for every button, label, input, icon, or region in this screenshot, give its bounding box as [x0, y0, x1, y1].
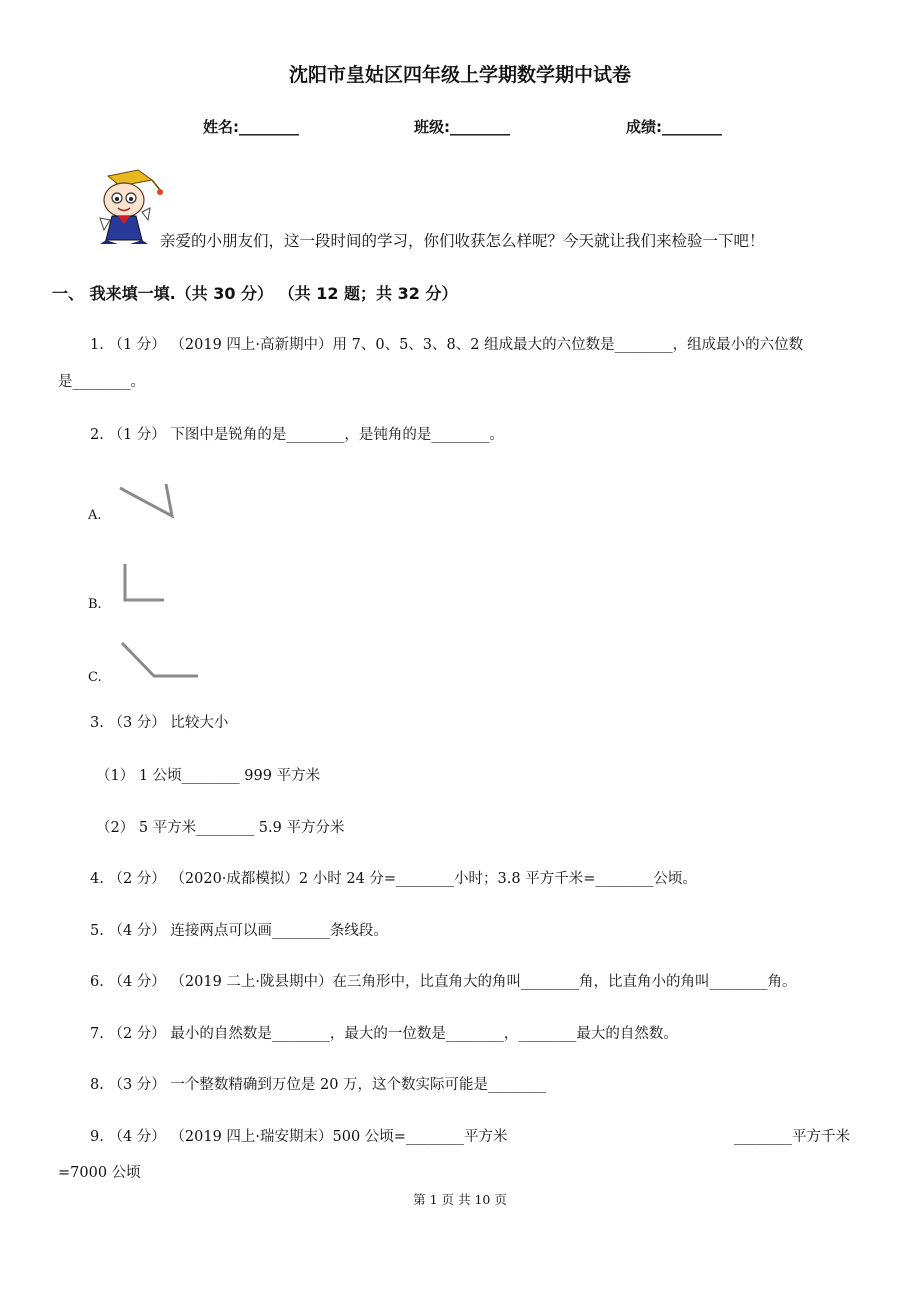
- question-6: 6. （4 分） （2019 二上·陇县期中）在三角形中，比直角大的角叫________角，比直角小的角叫________角。: [90, 974, 797, 990]
- acute-angle-figure: [116, 480, 178, 520]
- question-3-sub-2: （2） 5 平方米________ 5.9 平方分米: [96, 820, 345, 836]
- page-footer: 第 1 页 共 10 页: [413, 1192, 507, 1207]
- question-3: 3. （3 分） 比较大小: [90, 715, 229, 731]
- greeting-text: 亲爱的小朋友们，这一段时间的学习，你们收获怎么样呢？今天就让我们来检验一下吧！: [160, 232, 765, 250]
- question-2: 2. （1 分） 下图中是锐角的是________，是钝角的是________。: [90, 427, 504, 443]
- question-9-part-1: 9. （4 分） （2019 四上·瑞安期末）500 公顷=________平方米: [90, 1129, 508, 1145]
- option-a-label: A.: [88, 508, 102, 523]
- right-angle-figure: [118, 560, 168, 606]
- question-5: 5. （4 分） 连接两点可以画________条线段。: [90, 923, 388, 939]
- question-1-line-1: 1. （1 分） （2019 四上·高新期中）用 7、0、5、3、8、2 组成最大的六位数是________，组成最小的六位数: [90, 337, 804, 353]
- question-9-line-2: =7000 公顷: [58, 1165, 141, 1181]
- option-c-label: C.: [88, 670, 102, 685]
- question-7: 7. （2 分） 最小的自然数是________，最大的一位数是________，________最大的自然数。: [90, 1026, 678, 1042]
- name-field: 姓名:________: [203, 118, 299, 136]
- question-4: 4. （2 分） （2020·成都模拟）2 小时 24 分=________小时；3.8 平方千米=________公顷。: [90, 871, 697, 887]
- question-9-part-2: ________平方千米: [734, 1129, 850, 1145]
- question-3-sub-1: （1） 1 公顷________ 999 平方米: [96, 768, 321, 784]
- page-title: 沈阳市皇姑区四年级上学期数学期中试卷: [288, 64, 631, 86]
- obtuse-angle-figure: [118, 640, 202, 680]
- score-field: 成绩:________: [626, 118, 722, 136]
- question-1-line-2: 是________。: [58, 374, 145, 390]
- option-b-label: B.: [88, 597, 102, 612]
- section-heading: 一、 我来填一填.（共 30 分） （共 12 题；共 32 分）: [52, 284, 458, 303]
- question-8: 8. （3 分） 一个整数精确到万位是 20 万，这个数实际可能是________: [90, 1077, 547, 1093]
- cartoon-doctor-mascot-icon: [90, 168, 170, 246]
- class-field: 班级:________: [414, 118, 510, 136]
